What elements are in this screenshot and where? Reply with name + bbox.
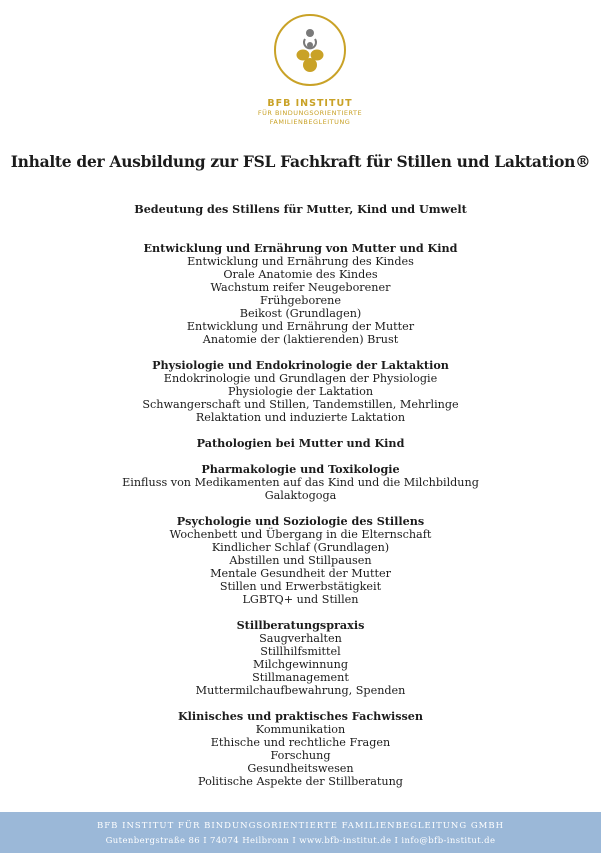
- list-item: Gesundheitswesen: [247, 762, 354, 775]
- list-item: Entwicklung und Ernährung des Kindes: [187, 255, 414, 268]
- content-list: [0, 203, 601, 788]
- footer: [0, 812, 601, 853]
- list-item: Endokrinologie und Grundlagen der Physiologie: [163, 372, 438, 385]
- list-item: Anatomie der (laktierenden) Brust: [202, 333, 399, 346]
- section-heading: Pathologien bei Mutter und Kind: [196, 436, 405, 450]
- list-item: Stillen und Erwerbstätigkeit: [219, 580, 382, 593]
- list-item: Physiologie der Laktation: [227, 385, 374, 398]
- list-item: Stillhilfsmittel: [260, 645, 341, 658]
- list-item: Mentale Gesundheit der Mutter: [210, 567, 391, 580]
- list-item: Einfluss von Medikamenten auf das Kind und die Milchbildung: [122, 476, 479, 489]
- list-item: Wachstum reifer Neugeborener: [210, 281, 391, 294]
- section-heading: Stillberatungspraxis: [236, 618, 365, 632]
- list-item: Stillmanagement: [252, 671, 349, 684]
- page-title: Inhalte der Ausbildung zur FSL Fachkraft für Stillen und Laktation®: [10, 152, 591, 171]
- logo-name: BFB INSTITUT: [267, 98, 353, 109]
- section: [0, 515, 601, 606]
- section-heading: Pharmakologie und Toxikologie: [201, 462, 400, 476]
- list-item: Kommunikation: [255, 723, 346, 736]
- list-item: Milchgewinnung: [252, 658, 348, 671]
- list-item: Kindlicher Schlaf (Grundlagen): [211, 541, 390, 554]
- section: [0, 710, 601, 788]
- list-item: Politische Aspekte der Stillberatung: [198, 775, 403, 788]
- section-heading: Physiologie und Endokrinologie der Laktaktion: [152, 358, 449, 372]
- logo-emblem: [274, 14, 346, 86]
- logo-icon: [276, 16, 344, 84]
- section-heading: Klinisches und praktisches Fachwissen: [177, 709, 424, 723]
- section: [0, 203, 601, 216]
- footer-contact: Gutenbergstraße 86 I 74074 Heilbronn I www.bfb-institut.de I info@bfb-institut.de: [105, 836, 496, 846]
- section-heading: Psychologie und Soziologie des Stillens: [176, 514, 425, 528]
- list-item: LGBTQ+ und Stillen: [242, 593, 359, 606]
- section: [0, 242, 601, 346]
- list-item: Ethische und rechtliche Fragen: [210, 736, 391, 749]
- logo-subtitle: [250, 109, 370, 127]
- list-item: Galaktogoga: [264, 489, 337, 502]
- section-heading: Entwicklung und Ernährung von Mutter und Kind: [143, 241, 458, 255]
- list-item: Saugverhalten: [259, 632, 342, 645]
- list-item: Forschung: [270, 749, 331, 762]
- list-item: Orale Anatomie des Kindes: [223, 268, 378, 281]
- list-item: Muttermilchaufbewahrung, Spenden: [195, 684, 406, 697]
- logo-subtitle-line-1: FÜR BINDUNGSORIENTIERTE: [257, 109, 363, 117]
- footer-company-name: BFB INSTITUT FÜR BINDUNGSORIENTIERTE FAMILIENBEGLEITUNG GMBH: [97, 821, 504, 831]
- list-item: Abstillen und Stillpausen: [229, 554, 372, 567]
- list-item: Entwicklung und Ernährung der Mutter: [186, 320, 415, 333]
- logo: [250, 8, 370, 127]
- section: [0, 359, 601, 424]
- section: [0, 437, 601, 450]
- list-item: Frühgeborene: [260, 294, 341, 307]
- section-heading: Bedeutung des Stillens für Mutter, Kind und Umwelt: [134, 202, 467, 216]
- list-item: Schwangerschaft und Stillen, Tandemstillen, Mehrlinge: [142, 398, 459, 411]
- list-item: Relaktation und induzierte Laktation: [195, 411, 406, 424]
- list-item: Beikost (Grundlagen): [239, 307, 362, 320]
- section: [0, 619, 601, 697]
- logo-subtitle-line-2: FAMILIENBEGLEITUNG: [269, 118, 351, 126]
- section: [0, 463, 601, 502]
- list-item: Wochenbett und Übergang in die Elternschaft: [169, 528, 432, 541]
